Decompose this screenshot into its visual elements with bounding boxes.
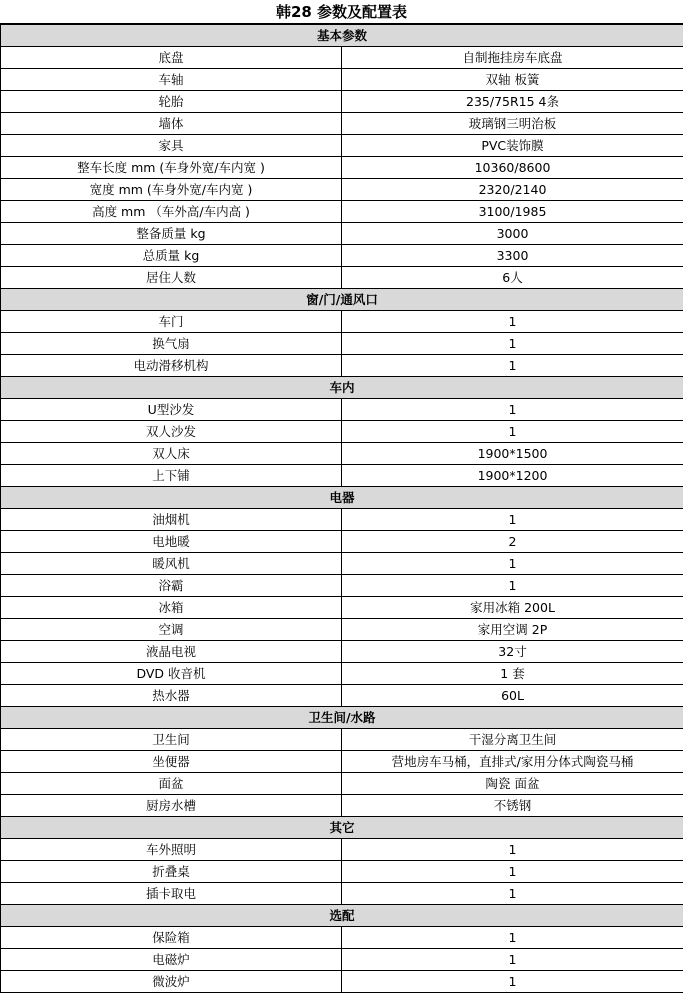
table-row: [1, 267, 683, 289]
param-value-cell: 1: [342, 509, 683, 531]
param-value-cell: 玻璃钢三明治板: [342, 113, 683, 135]
param-name-cell: 车外照明: [1, 839, 342, 861]
param-name-cell: 微波炉: [1, 971, 342, 993]
param-name-cell: 浴霸: [1, 575, 342, 597]
param-value-cell: 1: [342, 971, 683, 993]
param-name-cell: 电地暖: [1, 531, 342, 553]
table-row: [1, 531, 683, 553]
param-name-cell: U型沙发: [1, 399, 342, 421]
param-value-cell: 1: [342, 553, 683, 575]
table-row: [1, 201, 683, 223]
param-value-cell: PVC装饰膜: [342, 135, 683, 157]
param-value-cell: 1: [342, 839, 683, 861]
param-name-cell: 双人沙发: [1, 421, 342, 443]
section-header: 选配: [1, 905, 683, 927]
section-header: 卫生间/水路: [1, 707, 683, 729]
param-name-cell: 换气扇: [1, 333, 342, 355]
table-row: [1, 597, 683, 619]
table-row: [1, 69, 683, 91]
table-row: [1, 179, 683, 201]
param-value-cell: 1: [342, 355, 683, 377]
table-row: [1, 311, 683, 333]
param-value-cell: 3000: [342, 223, 683, 245]
table-row: [1, 729, 683, 751]
param-name-cell: 坐便器: [1, 751, 342, 773]
param-name-cell: 厨房水槽: [1, 795, 342, 817]
param-value-cell: 1: [342, 927, 683, 949]
table-row: [1, 619, 683, 641]
param-name-cell: 居住人数: [1, 267, 342, 289]
section-header: 基本参数: [1, 25, 683, 47]
param-value-cell: 干湿分离卫生间: [342, 729, 683, 751]
table-row: [1, 773, 683, 795]
param-name-cell: 底盘: [1, 47, 342, 69]
param-name-cell: 家具: [1, 135, 342, 157]
table-row: [1, 91, 683, 113]
param-value-cell: 家用冰箱 200L: [342, 597, 683, 619]
param-value-cell: 1: [342, 311, 683, 333]
param-name-cell: 整备质量 kg: [1, 223, 342, 245]
param-value-cell: 1 套: [342, 663, 683, 685]
param-name-cell: 油烟机: [1, 509, 342, 531]
table-row: [1, 135, 683, 157]
sheet-title: 韩28 参数及配置表: [0, 0, 683, 24]
param-value-cell: 1: [342, 861, 683, 883]
param-name-cell: 电磁炉: [1, 949, 342, 971]
table-row: [1, 333, 683, 355]
section-header-row: [1, 289, 683, 311]
table-row: [1, 575, 683, 597]
param-name-cell: 空调: [1, 619, 342, 641]
param-name-cell: 高度 mm （车外高/车内高 ): [1, 201, 342, 223]
param-name-cell: 暖风机: [1, 553, 342, 575]
table-row: [1, 157, 683, 179]
param-name-cell: 热水器: [1, 685, 342, 707]
param-name-cell: 电动滑移机构: [1, 355, 342, 377]
table-row: [1, 795, 683, 817]
param-value-cell: 3100/1985: [342, 201, 683, 223]
section-header: 电器: [1, 487, 683, 509]
table-row: [1, 883, 683, 905]
section-header: 车内: [1, 377, 683, 399]
section-header-row: [1, 817, 683, 839]
param-value-cell: 32寸: [342, 641, 683, 663]
param-value-cell: 3300: [342, 245, 683, 267]
table-row: [1, 641, 683, 663]
param-value-cell: 2320/2140: [342, 179, 683, 201]
param-name-cell: 宽度 mm (车身外宽/车内宽 ): [1, 179, 342, 201]
param-value-cell: 1: [342, 421, 683, 443]
spec-table: [0, 24, 683, 993]
param-name-cell: 车轴: [1, 69, 342, 91]
table-row: [1, 861, 683, 883]
param-value-cell: 1: [342, 399, 683, 421]
param-value-cell: 60L: [342, 685, 683, 707]
param-name-cell: 面盆: [1, 773, 342, 795]
param-name-cell: 保险箱: [1, 927, 342, 949]
section-header-row: [1, 487, 683, 509]
param-name-cell: 车门: [1, 311, 342, 333]
param-value-cell: 1: [342, 575, 683, 597]
section-header: 窗/门/通风口: [1, 289, 683, 311]
section-header-row: [1, 25, 683, 47]
table-row: [1, 839, 683, 861]
param-name-cell: DVD 收音机: [1, 663, 342, 685]
section-header-row: [1, 707, 683, 729]
param-value-cell: 235/75R15 4条: [342, 91, 683, 113]
param-name-cell: 折叠桌: [1, 861, 342, 883]
spec-table-body: [1, 25, 683, 993]
param-value-cell: 陶瓷 面盆: [342, 773, 683, 795]
table-row: [1, 355, 683, 377]
table-row: [1, 685, 683, 707]
table-row: [1, 421, 683, 443]
table-row: [1, 443, 683, 465]
param-value-cell: 自制拖挂房车底盘: [342, 47, 683, 69]
table-row: [1, 949, 683, 971]
section-header-row: [1, 377, 683, 399]
param-value-cell: 2: [342, 531, 683, 553]
table-row: [1, 465, 683, 487]
table-row: [1, 399, 683, 421]
section-header: 其它: [1, 817, 683, 839]
param-value-cell: 6人: [342, 267, 683, 289]
param-value-cell: 1900*1500: [342, 443, 683, 465]
table-row: [1, 663, 683, 685]
table-row: [1, 47, 683, 69]
param-value-cell: 营地房车马桶，直排式/家用分体式陶瓷马桶: [342, 751, 683, 773]
table-row: [1, 971, 683, 993]
param-value-cell: 1: [342, 883, 683, 905]
table-row: [1, 223, 683, 245]
param-name-cell: 整车长度 mm (车身外宽/车内宽 ): [1, 157, 342, 179]
table-row: [1, 509, 683, 531]
param-name-cell: 插卡取电: [1, 883, 342, 905]
param-name-cell: 墙体: [1, 113, 342, 135]
param-name-cell: 卫生间: [1, 729, 342, 751]
param-value-cell: 家用空调 2P: [342, 619, 683, 641]
table-row: [1, 927, 683, 949]
table-row: [1, 245, 683, 267]
param-value-cell: 1: [342, 949, 683, 971]
param-value-cell: 10360/8600: [342, 157, 683, 179]
param-name-cell: 双人床: [1, 443, 342, 465]
param-value-cell: 1: [342, 333, 683, 355]
param-value-cell: 不锈钢: [342, 795, 683, 817]
param-name-cell: 轮胎: [1, 91, 342, 113]
section-header-row: [1, 905, 683, 927]
param-name-cell: 上下铺: [1, 465, 342, 487]
table-row: [1, 553, 683, 575]
param-name-cell: 总质量 kg: [1, 245, 342, 267]
param-value-cell: 双轴 板簧: [342, 69, 683, 91]
param-value-cell: 1900*1200: [342, 465, 683, 487]
param-name-cell: 液晶电视: [1, 641, 342, 663]
param-name-cell: 冰箱: [1, 597, 342, 619]
table-row: [1, 751, 683, 773]
table-row: [1, 113, 683, 135]
